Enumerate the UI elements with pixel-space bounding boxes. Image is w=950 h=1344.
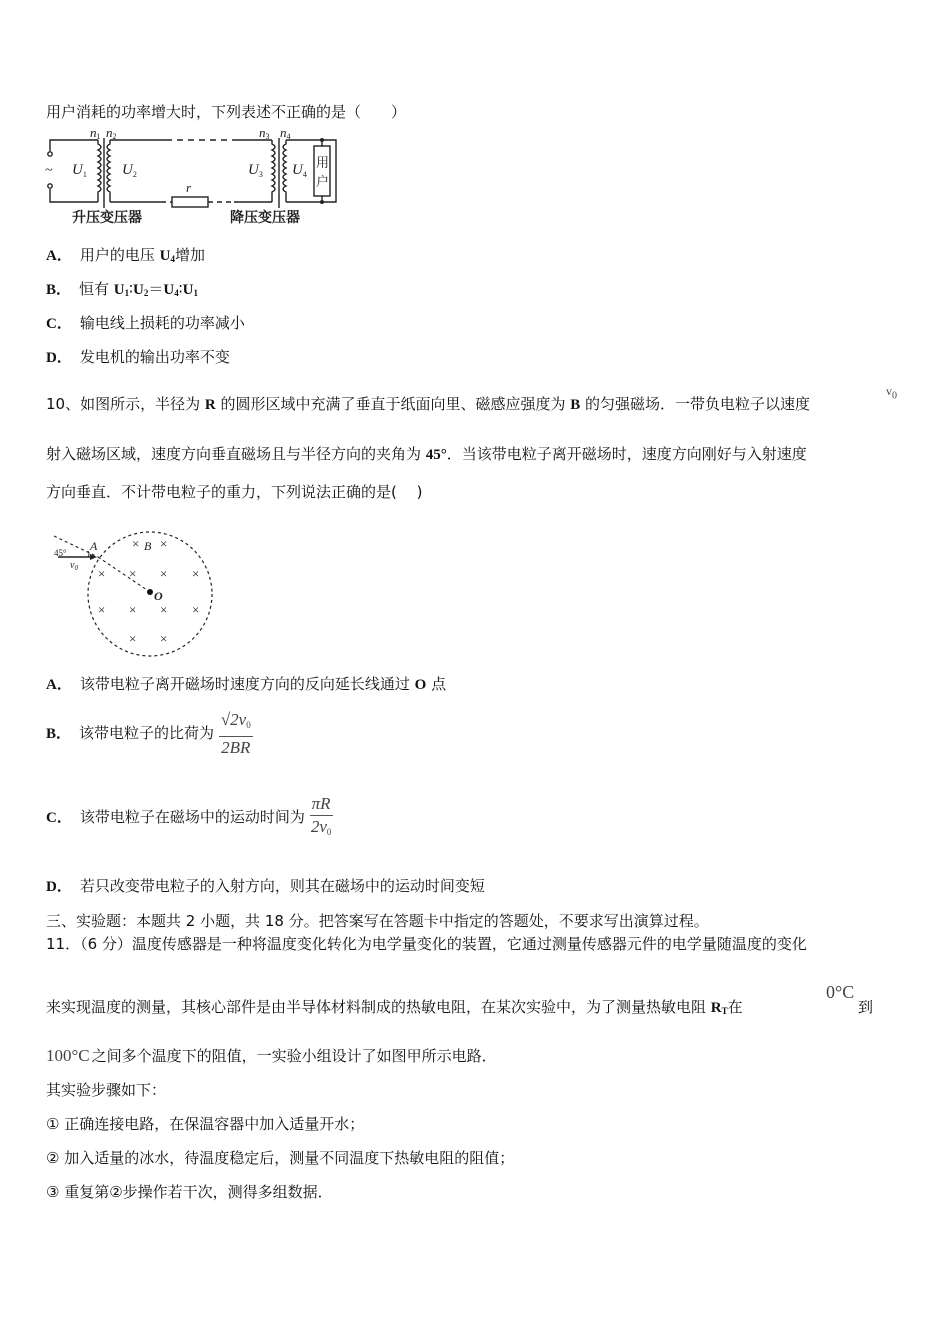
svg-text:×: × xyxy=(160,536,168,551)
q11-step-1: ① 正确连接电路，在保温容器中加入适量开水； xyxy=(46,1115,365,1133)
q10-option-d[interactable]: D． 若只改变带电粒子的入射方向，则其在磁场中的运动时间变短 xyxy=(46,877,485,895)
point-a-label: A xyxy=(90,539,98,553)
q11-stem-line-2: 来实现温度的测量，其核心部件是由半导体材料制成的热敏电阻，在某次实验中，为了测量热敏电阻 $R_T$在 xyxy=(46,998,743,1016)
svg-text:×: × xyxy=(160,566,168,581)
q10-option-b[interactable]: B． 该带电粒子的比荷为 $\frac{√2v0}{2BR}$ xyxy=(46,709,251,757)
user-label-2: 户 xyxy=(316,174,330,189)
n1-label: n1 xyxy=(90,128,101,141)
transformer-circuit-diagram xyxy=(44,128,344,228)
q9-stem: 用户消耗的功率增大时，下列表述不正确的是（ ） xyxy=(46,103,407,121)
step-up-transformer-label: 升压变压器 xyxy=(72,211,142,226)
q9-option-b[interactable]: B． 恒有 $U_1∶U_2=U_4∶U_1$ xyxy=(46,280,198,298)
temp-100c: 100°C xyxy=(46,1046,90,1065)
magnetic-field-diagram xyxy=(44,518,224,658)
q9-option-a[interactable]: A． 用户的电压 $U_4$增加 xyxy=(46,246,205,264)
q10-option-c[interactable]: C． 该带电粒子在磁场中的运动时间为 $\frac{\pi R}{2v0}$ xyxy=(46,792,333,842)
svg-text:×: × xyxy=(132,536,140,551)
q11-stem-line-3: 100°C 之间多个温度下的阻值，一实验小组设计了如图甲所示电路． xyxy=(46,1046,497,1065)
svg-text:×: × xyxy=(192,566,200,581)
n3-label: n3 xyxy=(259,128,270,141)
v0-label: $v_0$ xyxy=(70,560,78,572)
q10-stem-line-1: 10、如图所示，半径为 R 的圆形区域中充满了垂直于纸面向里、磁感应强度为 B 的匀强磁场．一带负电粒子以速度 xyxy=(46,395,811,413)
q11-stem-line-1: 11．（6 分）温度传感器是一种将温度变化转化为电学量变化的装置，它通过测量传感器元件的电学量随温度的变化 xyxy=(46,935,807,953)
n2-label: n2 xyxy=(106,128,117,141)
svg-text:×: × xyxy=(160,602,168,617)
svg-text:×: × xyxy=(129,566,137,581)
center-o-label: O xyxy=(154,589,163,603)
q10-stem-line-2: 射入磁场区域，速度方向垂直磁场且与半径方向的夹角为 45°．当该带电粒子离开磁场时，速度方向刚好与入射速度 xyxy=(46,445,807,463)
n4-label: n4 xyxy=(280,128,291,141)
q10-option-a[interactable]: A． 该带电粒子离开磁场时速度方向的反向延长线通过 O 点 xyxy=(46,675,447,693)
user-label-1: 用 xyxy=(316,155,330,170)
section-3-heading: 三、实验题：本题共 2 小题，共 18 分。把答案写在答题卡中指定的答题处，不要求写出演算过程。 xyxy=(46,912,709,930)
q9-option-d[interactable]: D． 发电机的输出功率不变 xyxy=(46,348,230,366)
ac-source-symbol: ~ xyxy=(45,163,53,178)
svg-text:×: × xyxy=(192,602,200,617)
step-down-transformer-label: 降压变压器 xyxy=(230,211,300,226)
q10-stem-line-3: 方向垂直．不计带电粒子的重力，下列说法正确的是( ) xyxy=(46,483,423,501)
U4-label: $U_4$ xyxy=(292,162,307,179)
motion-time-fraction: $\frac{\pi R}{2v0}$ xyxy=(310,793,332,837)
svg-text:×: × xyxy=(129,631,137,646)
svg-text:×: × xyxy=(160,631,168,646)
angle-label: 45° xyxy=(54,548,67,558)
svg-text:×: × xyxy=(129,602,137,617)
temp-0c: 0°C xyxy=(826,982,855,1002)
U1-label: $U_1$ xyxy=(72,162,87,179)
v0-symbol: $v_0$ xyxy=(886,384,897,402)
q11-steps-intro: 其实验步骤如下： xyxy=(46,1081,167,1099)
q11-step-2: ② 加入适量的冰水，待温度稳定后，测量不同温度下热敏电阻的阻值； xyxy=(46,1149,515,1167)
q11-to: 到 xyxy=(858,998,874,1016)
charge-mass-ratio-fraction: $\frac{√2v0}{2BR}$ xyxy=(220,709,251,757)
svg-text:×: × xyxy=(98,566,106,581)
r-label: r xyxy=(186,180,192,195)
U2-label: $U_2$ xyxy=(122,162,137,179)
field-b-label: B xyxy=(144,539,152,553)
q11-step-3: ③ 重复第②步操作若干次，测得多组数据． xyxy=(46,1183,333,1201)
U3-label: $U_3$ xyxy=(248,162,263,179)
svg-text:×: × xyxy=(98,602,106,617)
q9-option-c[interactable]: C． 输电线上损耗的功率减小 xyxy=(46,314,245,332)
